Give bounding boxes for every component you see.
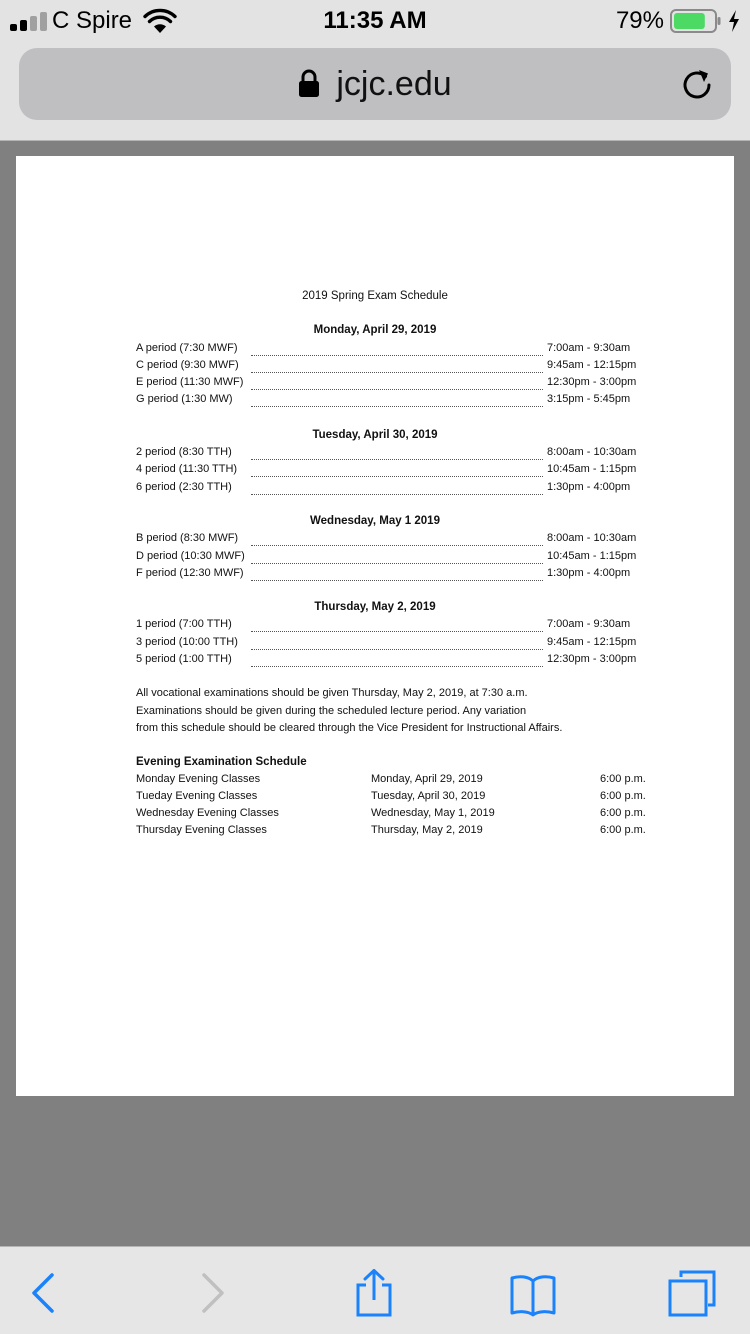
exam-period: F period (12:30 MWF) [136, 567, 244, 579]
dotted-leader [251, 649, 543, 650]
address-bar[interactable] [19, 48, 731, 120]
exam-row [136, 567, 656, 584]
note-line: Examinations should be given during the scheduled lecture period. Any variation [136, 705, 527, 717]
exam-row [136, 393, 656, 410]
evening-time: 6:00 p.m. [600, 773, 646, 785]
exam-time: 7:00am - 9:30am [547, 342, 631, 354]
forward-icon[interactable] [188, 1269, 236, 1317]
exam-time: 9:45am - 12:15pm [547, 359, 637, 371]
exam-period: 6 period (2:30 TTH) [136, 481, 232, 493]
dotted-leader [251, 406, 543, 407]
exam-period: D period (10:30 MWF) [136, 550, 245, 562]
dotted-leader [251, 666, 543, 667]
exam-period: C period (9:30 MWF) [136, 359, 239, 371]
dotted-leader [251, 545, 543, 546]
exam-time: 1:30pm - 4:00pm [547, 567, 631, 579]
exam-row [136, 550, 656, 567]
exam-period: 4 period (11:30 TTH) [136, 463, 238, 475]
evening-row [136, 807, 656, 824]
evening-row [136, 824, 656, 841]
safari-bottom-toolbar [0, 1246, 750, 1334]
exam-time: 3:15pm - 5:45pm [547, 393, 631, 405]
tabs-icon[interactable] [668, 1269, 716, 1317]
safari-top-chrome [0, 0, 750, 141]
exam-row [136, 532, 656, 549]
exam-time: 12:30pm - 3:00pm [547, 653, 637, 665]
day-heading-thursday: Thursday, May 2, 2019 [314, 601, 436, 613]
bookmarks-icon[interactable] [509, 1269, 557, 1317]
exam-row [136, 636, 656, 653]
evening-date: Monday, April 29, 2019 [371, 773, 483, 785]
exam-period: A period (7:30 MWF) [136, 342, 238, 354]
day-heading-wednesday: Wednesday, May 1 2019 [310, 515, 440, 527]
exam-time: 8:00am - 10:30am [547, 446, 637, 458]
exam-row [136, 463, 656, 480]
evening-class: Thursday Evening Classes [136, 824, 267, 836]
evening-date: Tuesday, April 30, 2019 [371, 790, 486, 802]
exam-period: E period (11:30 MWF) [136, 376, 244, 388]
exam-time: 10:45am - 1:15pm [547, 550, 637, 562]
exam-time: 1:30pm - 4:00pm [547, 481, 631, 493]
exam-time: 8:00am - 10:30am [547, 532, 637, 544]
evening-class: Tueday Evening Classes [136, 790, 258, 802]
share-icon[interactable] [350, 1269, 398, 1317]
exam-period: 1 period (7:00 TTH) [136, 618, 232, 630]
battery-icon [670, 9, 722, 33]
exam-period: G period (1:30 MW) [136, 393, 233, 405]
dotted-leader [251, 631, 543, 632]
dotted-leader [251, 494, 543, 495]
exam-row [136, 481, 656, 498]
exam-period: 5 period (1:00 TTH) [136, 653, 232, 665]
carrier-name: C Spire [52, 7, 133, 34]
evening-row [136, 790, 656, 807]
back-icon[interactable] [20, 1269, 68, 1317]
exam-row [136, 376, 656, 393]
exam-row [136, 342, 656, 359]
day-heading-tuesday: Tuesday, April 30, 2019 [312, 429, 438, 441]
exam-row [136, 653, 656, 670]
exam-time: 9:45am - 12:15pm [547, 636, 637, 648]
evening-date: Thursday, May 2, 2019 [371, 824, 483, 836]
evening-time: 6:00 p.m. [600, 807, 646, 819]
note-line: All vocational examinations should be given Thursday, May 2, 2019, at 7:30 a.m. [136, 687, 528, 699]
document-title: 2019 Spring Exam Schedule [302, 290, 448, 302]
exam-time: 7:00am - 9:30am [547, 618, 631, 630]
evening-date: Wednesday, May 1, 2019 [371, 807, 495, 819]
exam-period: 2 period (8:30 TTH) [136, 446, 232, 458]
dotted-leader [251, 389, 543, 390]
dotted-leader [251, 459, 543, 460]
evening-class: Wednesday Evening Classes [136, 807, 279, 819]
url-text: jcjc.edu [336, 65, 452, 103]
exam-period: B period (8:30 MWF) [136, 532, 239, 544]
clock-time: 11:35 AM [323, 7, 427, 34]
dotted-leader [251, 563, 543, 564]
evening-time: 6:00 p.m. [600, 790, 646, 802]
exam-time: 10:45am - 1:15pm [547, 463, 637, 475]
pdf-document-page [16, 156, 734, 1096]
exam-period: 3 period (10:00 TTH) [136, 636, 238, 648]
dotted-leader [251, 355, 543, 356]
dotted-leader [251, 580, 543, 581]
evening-schedule-heading: Evening Examination Schedule [136, 756, 307, 768]
exam-time: 12:30pm - 3:00pm [547, 376, 637, 388]
evening-row [136, 773, 656, 790]
dotted-leader [251, 476, 543, 477]
exam-row [136, 359, 656, 376]
battery-percentage: 79% [615, 7, 664, 34]
day-heading-monday: Monday, April 29, 2019 [313, 324, 437, 336]
reload-icon[interactable] [677, 64, 717, 104]
exam-row [136, 618, 656, 635]
dotted-leader [251, 372, 543, 373]
exam-row [136, 446, 656, 463]
note-line: from this schedule should be cleared through the Vice President for Instructional Affairs. [136, 722, 563, 734]
charging-bolt-icon [727, 9, 741, 33]
evening-class: Monday Evening Classes [136, 773, 261, 785]
evening-time: 6:00 p.m. [600, 824, 646, 836]
